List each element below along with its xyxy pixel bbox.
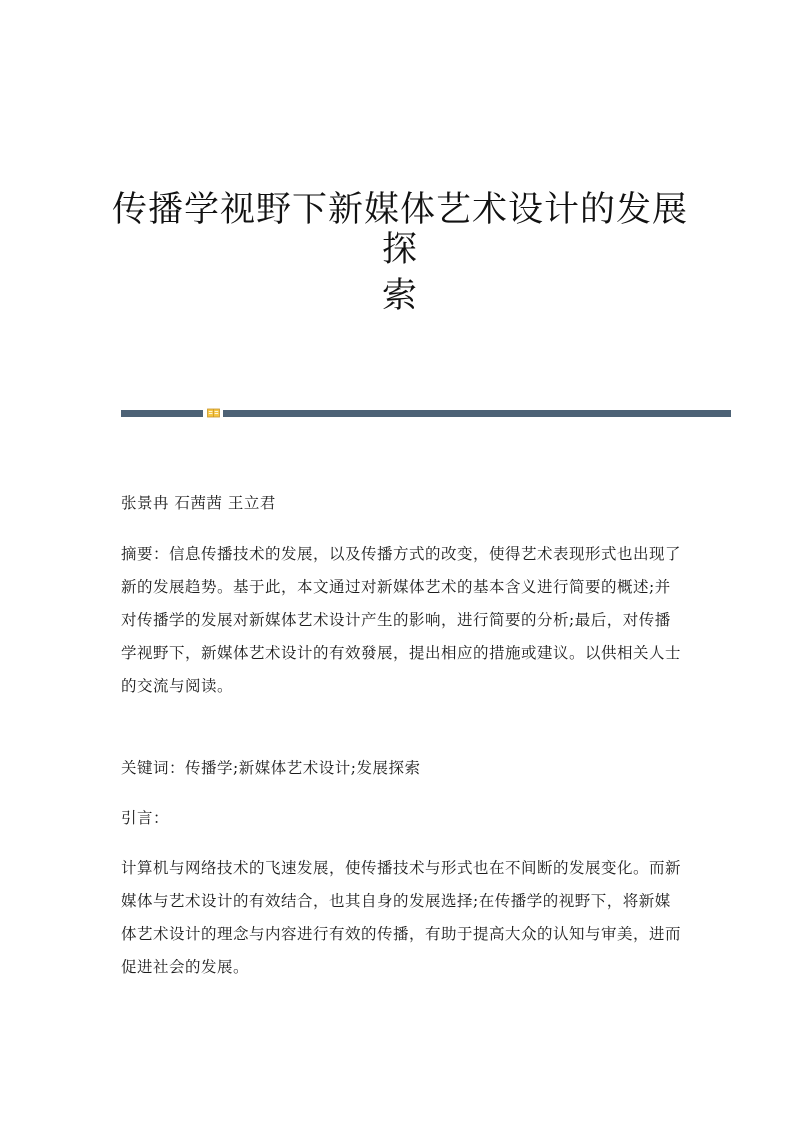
keywords-line: 关键词：传播学;新媒体艺术设计;发展探索 [121, 759, 421, 777]
title-divider [121, 408, 731, 418]
authors-line: 张景冉 石茜茜 王立君 [121, 494, 276, 512]
book-icon [207, 408, 220, 418]
document-title-line-2: 索 [381, 276, 418, 316]
introduction-heading: 引言： [121, 809, 170, 827]
introduction-paragraph: 计算机与网络技术的飞速发展，使传播技术与形式也在不间断的发展变化。而新媒体与艺术设计的有效结合，也其自身的发展选择;在传播学的视野下，将新媒体艺术设计的理念与内容进行有效的传播，有助于提高大众的认知与审美，进而促进社会的发展。 [121, 859, 682, 976]
divider-bar-left [121, 410, 203, 417]
abstract-paragraph: 摘要：信息传播技术的发展，以及传播方式的改变，使得艺术表现形式也出现了新的发展趋势。基于此，本文通过对新媒体艺术的基本含义进行简要的概述;并对传播学的发展对新媒体艺术设计产生的影响，进行简要的分析;最后，对传播学视野下，新媒体艺术设计的有效發展，提出相应的措施或建议。以供相关人士的交流与阅读。 [121, 545, 682, 695]
document-title-line-1: 传播学视野下新媒体艺术设计的发展探 [111, 190, 688, 270]
divider-bar-right [223, 410, 731, 417]
